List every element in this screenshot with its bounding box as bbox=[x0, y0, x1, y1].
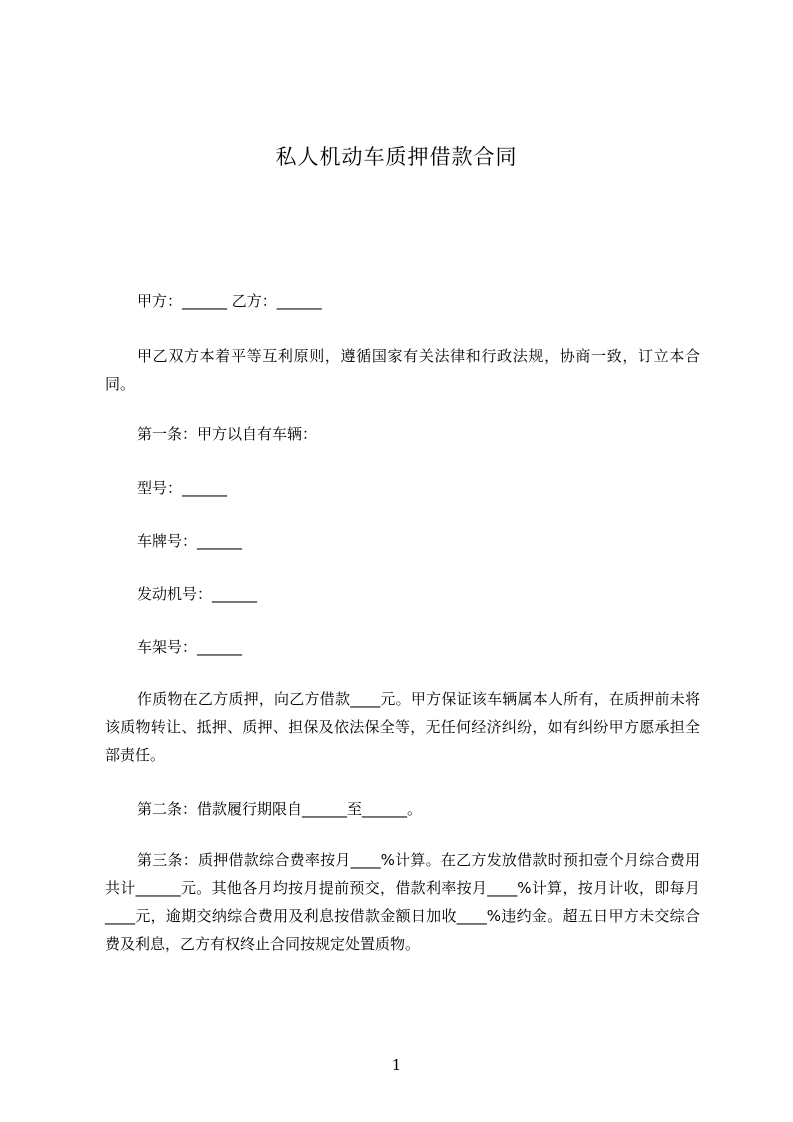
parties-line: 甲方：______ 乙方：______ bbox=[137, 292, 322, 310]
pledge-paragraph: 作质物在乙方质押，向乙方借款____元。甲方保证该车辆属本人所有，在质押前未将该质物转让、抵押、质押、担保及依法保全等，无任何经济纠纷，如有纠纷甲方愿承担全部责任。 bbox=[105, 690, 700, 764]
engine-number-field: 发动机号：______ bbox=[137, 585, 258, 603]
vehicle-plate-field: 车牌号：______ bbox=[137, 532, 243, 550]
article-3-paragraph: 第三条：质押借款综合费率按月____%计算。在乙方发放借款时预扣壹个月综合费用共计______元。其他各月均按月提前预交，借款利率按月____%计算，按月计收，即每月____元，逾期交纳综合费用及利息按借款金额日加收____%违约金。超五日甲方未交综合费及利息，乙方有权终止合同按规定处置质物。 bbox=[105, 851, 700, 953]
article-1-heading: 第一条：甲方以自有车辆： bbox=[137, 425, 318, 443]
intro-paragraph: 甲乙双方本着平等互利原则，遵循国家有关法律和行政法规，协商一致，订立本合同。 bbox=[105, 347, 700, 393]
frame-number-field: 车架号：______ bbox=[137, 638, 243, 656]
vehicle-model-field: 型号：______ bbox=[137, 479, 228, 497]
page-number: 1 bbox=[391, 1056, 402, 1074]
document-title: 私人机动车质押借款合同 bbox=[275, 145, 518, 169]
article-2-paragraph: 第二条：借款履行期限自______至______。 bbox=[137, 800, 423, 818]
